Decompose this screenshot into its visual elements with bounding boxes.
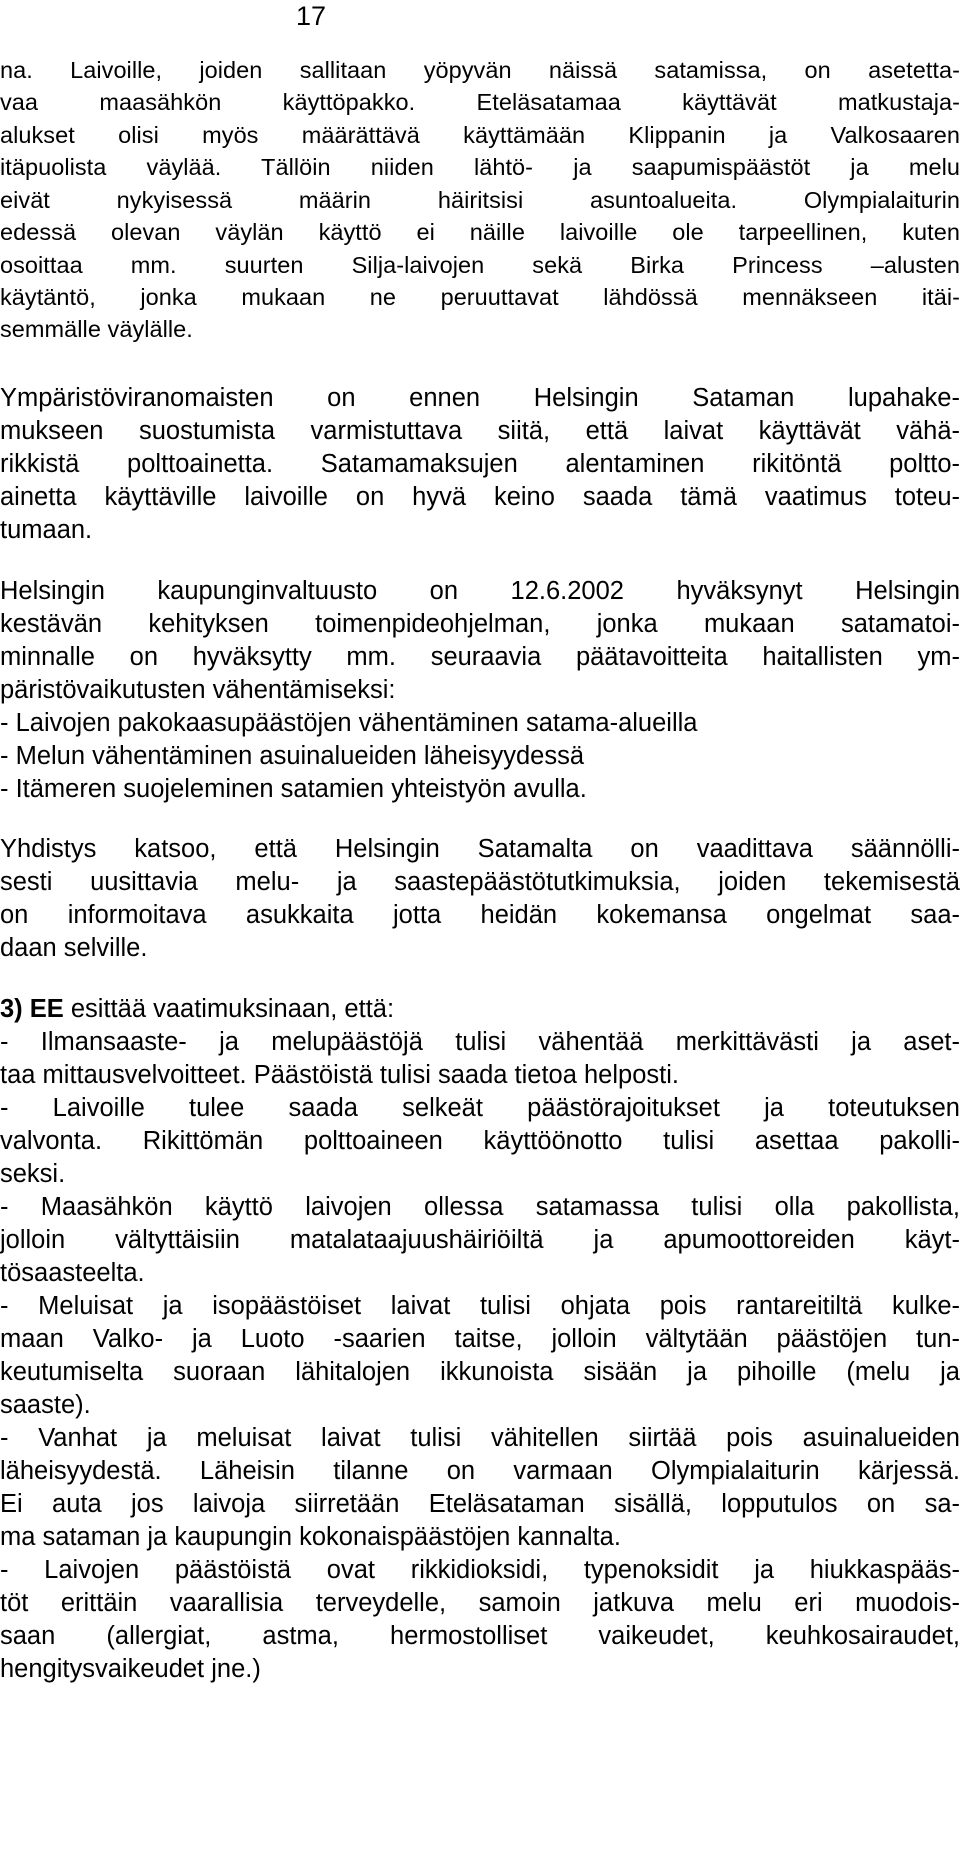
paragraph-line: minnalle on hyväksytty mm. seuraavia päätavoitteita haitallisten ym-	[0, 643, 960, 671]
list-item: - Melun vähentäminen asuinalueiden läheisyydessä	[0, 742, 585, 770]
list-item: - Laivojen pakokaasupäästöjen vähentäminen satama-alueilla	[0, 709, 698, 737]
page-number: 17	[296, 1, 327, 31]
list-item-line: valvonta. Rikittömän polttoaineen käyttöönotto tulisi asettaa pakolli-	[0, 1127, 960, 1155]
list-item: - Meluisat ja isopäästöiset laivat tulisi ohjata pois rantareitiltä kulke-	[0, 1292, 960, 1320]
list-item-line: läheisyydestä. Läheisin tilanne on varmaan Olympialaiturin kärjessä.	[0, 1457, 960, 1485]
paragraph-line: tumaan.	[0, 516, 93, 544]
list-item-line: hengitysvaikeudet jne.)	[0, 1655, 261, 1683]
paragraph-line: Yhdistys katsoo, että Helsingin Satamalta on vaadittava säännölli-	[0, 835, 960, 863]
paragraph-line: mukseen suostumista varmistuttava siitä, että laivat käyttävät vähä-	[0, 417, 960, 445]
section-heading	[0, 993, 960, 1025]
paragraph-line: eivät nykyisessä määrin häiritsisi asuntoalueita. Olympialaiturin	[0, 187, 960, 213]
list-item-line: seksi.	[0, 1160, 66, 1188]
paragraph-line: vaa maasähkön käyttöpakko. Eteläsatamaa käyttävät matkustaja-	[0, 89, 960, 115]
paragraph-line: sesti uusittavia melu- ja saastepäästötutkimuksia, joiden tekemisestä	[0, 868, 960, 896]
list-item: - Itämeren suojeleminen satamien yhteistyön avulla.	[0, 775, 587, 803]
paragraph-line: daan selville.	[0, 934, 148, 962]
list-item: - Vanhat ja meluisat laivat tulisi vähitellen siirtää pois asuinalueiden	[0, 1424, 960, 1452]
section-heading-text: esittää vaatimuksinaan, että:	[63, 995, 395, 1023]
list-item-line: ma sataman ja kaupungin kokonaispäästöjen kannalta.	[0, 1523, 621, 1551]
paragraph-line: osoittaa mm. suurten Silja-laivojen sekä Birka Princess –alusten	[0, 252, 960, 278]
list-item-line: jolloin vältyttäisiin matalataajuushäiriöiltä ja apumoottoreiden käyt-	[0, 1226, 960, 1254]
list-item-line: tösaasteelta.	[0, 1259, 145, 1287]
list-item-line: saaste).	[0, 1391, 91, 1419]
list-item-line: keutumiselta suoraan lähitalojen ikkunoista sisään ja pihoille (melu ja	[0, 1358, 960, 1386]
list-item: - Maasähkön käyttö laivojen ollessa satamassa tulisi olla pakollista,	[0, 1193, 960, 1221]
list-item-line: maan Valko- ja Luoto -saarien taitse, jolloin vältytään päästöjen tun-	[0, 1325, 960, 1353]
section-number: 3) EE	[0, 995, 64, 1023]
paragraph-line: kestävän kehityksen toimenpideohjelman, jonka mukaan satamatoi-	[0, 610, 960, 638]
list-item: - Laivojen päästöistä ovat rikkidioksidi, typenoksidit ja hiukkaspääs-	[0, 1556, 960, 1584]
list-item-line: saan (allergiat, astma, hermostolliset vaikeudet, keuhkosairaudet,	[0, 1622, 960, 1650]
list-item: - Laivoille tulee saada selkeät päästörajoitukset ja toteutuksen	[0, 1094, 960, 1122]
list-item-line: töt erittäin vaarallisia terveydelle, samoin jatkuva melu eri muodois-	[0, 1589, 960, 1617]
paragraph-line: on informoitava asukkaita jotta heidän kokemansa ongelmat saa-	[0, 901, 960, 929]
list-item-line: taa mittausvelvoitteet. Päästöistä tulisi saada tietoa helposti.	[0, 1061, 679, 1089]
paragraph-line: Ympäristöviranomaisten on ennen Helsingin Sataman lupahake-	[0, 384, 960, 412]
list-item-line: Ei auta jos laivoja siirretään Eteläsataman sisällä, lopputulos on sa-	[0, 1490, 960, 1518]
paragraph-line: ainetta käyttäville laivoille on hyvä keino saada tämä vaatimus toteu-	[0, 483, 960, 511]
paragraph-line: na. Laivoille, joiden sallitaan yöpyvän näissä satamissa, on asetetta-	[0, 57, 960, 83]
paragraph-line: päristövaikutusten vähentämiseksi:	[0, 676, 396, 704]
paragraph-line: Helsingin kaupunginvaltuusto on 12.6.2002 hyväksynyt Helsingin	[0, 577, 960, 605]
paragraph-line: käytäntö, jonka mukaan ne peruuttavat lähdössä mennäkseen itäi-	[0, 284, 960, 310]
list-item: - Ilmansaaste- ja melupäästöjä tulisi vähentää merkittävästi ja aset-	[0, 1028, 960, 1056]
paragraph-line: rikkistä polttoainetta. Satamamaksujen alentaminen rikitöntä poltto-	[0, 450, 960, 478]
paragraph-line: alukset olisi myös määrättävä käyttämään Klippanin ja Valkosaaren	[0, 122, 960, 148]
paragraph-line: semmälle väylälle.	[0, 316, 193, 342]
paragraph-line: edessä olevan väylän käyttö ei näille laivoille ole tarpeellinen, kuten	[0, 219, 960, 245]
paragraph-line: itäpuolista väylää. Tällöin niiden lähtö- ja saapumispäästöt ja melu	[0, 154, 960, 180]
